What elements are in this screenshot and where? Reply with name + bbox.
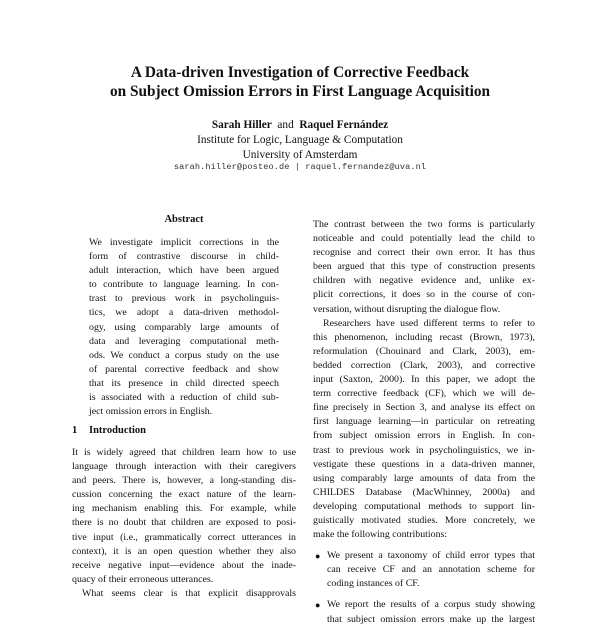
institute: Institute for Logic, Language & Computation (197, 134, 403, 146)
abstract-heading: Abstract (164, 214, 204, 225)
intro-line: tive input (i.e., grammatically correct utterances in (72, 531, 296, 543)
title-line-1: A Data-driven Investigation of Corrective Feedback (130, 64, 470, 81)
intro-line: language through interaction with their caregivers (72, 461, 296, 473)
body-line: Researchers have used different terms to refer to (323, 317, 535, 329)
body-line: make the following contributions: (313, 529, 448, 541)
body-line: versation, without disrupting the dialogue flow. (313, 303, 501, 315)
body-line: bedded correction (Clark, 2003), and corrective (313, 359, 535, 371)
intro-paragraph-2: What seems clear is that explicit disapprovals (82, 587, 296, 599)
section-number: 1 (72, 425, 78, 436)
abstract-line: adult interaction, which have been argued (89, 265, 279, 277)
bullet-line: We present a taxonomy of child error types that (327, 550, 535, 562)
body-line: developing computational methods to support lin- (313, 500, 535, 512)
author-name: Raquel Fernández (299, 119, 389, 131)
contribution-bullet (313, 549, 535, 591)
body-line: The contrast between the two forms is particularly (313, 219, 535, 230)
author-conjunction: and (277, 119, 294, 131)
intro-line: and peers. There is, however, a long-standing dis- (72, 475, 296, 487)
author-emails: sarah.hiller@posteo.de | raquel.fernandez@uva.nl (173, 162, 427, 172)
body-line: plicit corrections, it does so in the course of con- (313, 289, 535, 301)
paper-title (0, 63, 600, 101)
body-line: trast to previous work in psycholinguistics, we in- (313, 444, 535, 456)
body-line: recognise and correct their own error. It has thus (313, 247, 535, 259)
contribution-bullet (313, 598, 535, 626)
abstract-line: ods. We conduct a corpus study on the use (89, 349, 279, 361)
bullet-line: that subject omission errors make up the largest (327, 613, 535, 625)
university: University of Amsterdam (242, 149, 358, 161)
intro-line: receive negative input—evidence about the inade- (72, 559, 296, 571)
abstract-line: form of contrastive discourse in child- (89, 251, 279, 263)
body-line: children with negative evidence and, unlike ex- (313, 275, 535, 287)
author-name: Sarah Hiller (211, 119, 272, 131)
intro-line: ing mechanism enabling this. For example, while (72, 503, 296, 515)
right-column (313, 218, 535, 627)
author-block (0, 118, 600, 163)
abstract-line: is associated with a reduction of child sub- (89, 392, 279, 404)
abstract-line: data and leveraging computational meth- (89, 335, 279, 347)
intro-line: cussion concerning the exact nature of the learn- (72, 489, 296, 501)
bullet-line: We report the results of a corpus study showing (327, 599, 535, 611)
abstract-line: tics, we adopt a data-driven methodol- (89, 307, 279, 319)
body-line: CHILDES Database (MacWhinney, 2000a) and (313, 486, 535, 498)
body-line: from subject omission errors in English. In con- (313, 430, 535, 442)
bullet-icon: ● (315, 600, 321, 611)
introduction-body (72, 446, 296, 601)
abstract-line: to contribute to language learning. In con- (89, 279, 279, 291)
body-line: first language learning—in particular on retreating (313, 416, 535, 428)
intro-line: there is no doubt that children are exposed to posi- (72, 517, 296, 529)
abstract-line: ject omission errors in English. (89, 406, 213, 418)
section-heading-introduction (72, 425, 146, 436)
intro-line: context), it is an open question whether they also (72, 545, 296, 557)
body-line: reformulation (Chouinard and Clark, 2003), em- (313, 345, 535, 357)
body-line: been argued that this type of construction presents (313, 261, 535, 273)
body-line: input (Saxton, 2000). In this paper, we adopt the (313, 374, 535, 386)
body-line: noticeable and could potentially lead the child to (313, 233, 535, 245)
title-line-2: on Subject Omission Errors in First Language Acquisition (109, 83, 491, 100)
body-line: fine precisely in Section 3, and analyse its effect on (313, 402, 535, 414)
abstract-body (89, 236, 279, 419)
abstract-line: ogy, using comparably large amounts of (89, 321, 279, 333)
body-line: using comparably large amounts of data from the (313, 472, 535, 484)
abstract-line: We investigate implicit corrections in the (89, 237, 279, 248)
body-line: guistically motivated studies. More concretely, we (313, 514, 535, 526)
bullet-icon: ● (315, 551, 321, 562)
bullet-line: coding instances of CF. (327, 578, 420, 590)
body-line: term corrective feedback (CF), which we will de- (313, 388, 535, 400)
intro-line: quacy of their erroneous utterances. (72, 573, 214, 585)
body-line: vestigate these questions in a data-driven manner, (313, 458, 535, 470)
body-line: this phenomenon, including recast (Brown, 1973), (313, 331, 535, 343)
intro-line: It is widely agreed that children learn how to use (72, 447, 296, 458)
abstract-line: that its presence in child directed speech (89, 377, 279, 389)
section-title: Introduction (89, 425, 146, 436)
bullet-line: can receive CF and an annotation scheme for (327, 564, 535, 576)
abstract-line: of parental corrective feedback and show (89, 363, 279, 375)
abstract-line: trast to previous work in psycholinguis- (89, 293, 279, 305)
